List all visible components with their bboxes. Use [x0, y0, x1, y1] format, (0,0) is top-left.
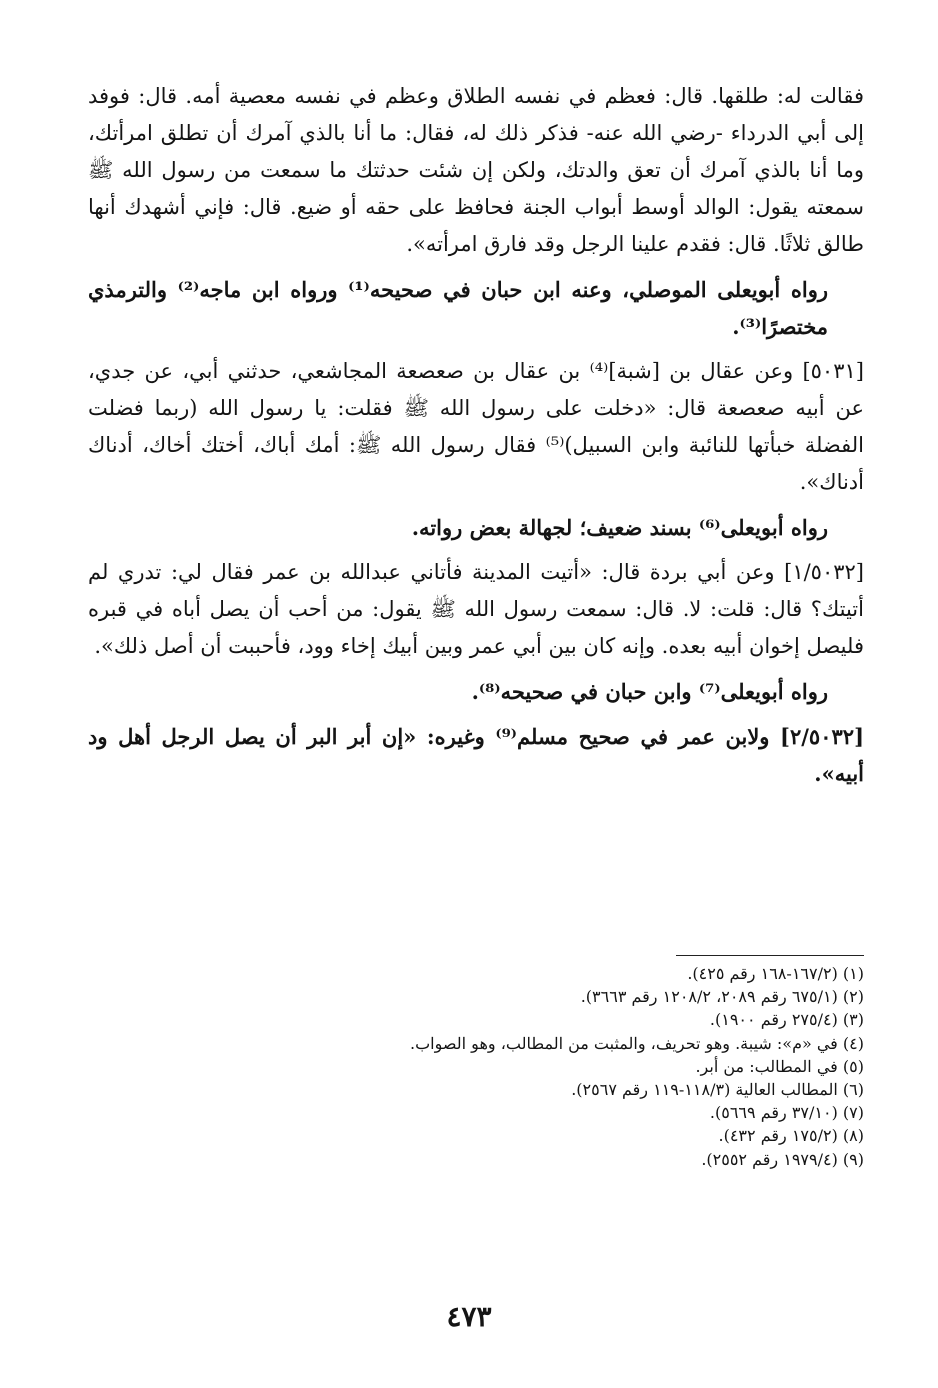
footnote-3: (٣) (٢٧٥/٤ رقم ١٩٠٠).: [709, 1010, 864, 1030]
footnote-divider: [676, 955, 864, 956]
footnote-6: (٦) المطالب العالية (١١٨/٣-١١٩ رقم ٢٥٦٧).: [571, 1080, 864, 1100]
page-number: ٤٧٣: [446, 1300, 492, 1333]
paragraph-hadith-5031: [٥٠٣١] وعن عقال بن [شبة]⁽⁴⁾ بن عقال بن صعصعة المجاشعي، حدثني أبي، عن جدي، عن أبيه صعصعة قال: «دخلت على رسول الله ﷺ فقلت: يا رسول الله (ربما فضلت الفضلة خبأتها للنائبة وابن السبيل)⁽⁵⁾ فقال رسول الله ﷺ: أمك أباك، أختك أخاك، أدناك أدناك».: [88, 359, 864, 494]
paragraph-narration: فقالت له: طلقها. قال: فعظم في نفسه الطلاق وعظم في نفسه معصية أمه. قال: فوفد إلى أبي الدرداء -رضي الله عنه- فذكر ذلك له، فقال: ما أنا بالذي آمرك أن تطلق امرأتك، وما أنا بالذي آمرك أن تعق والدتك، ولكن إن شئت حدثتك ما سمعت من رسول الله ﷺ سمعته يقول: الوالد أوسط أبواب الجنة فحافظ على حقه أو ضيع. قال: فإني أشهدك أنها طالق ثلاثًا. قال: فقدم علينا الرجل وقد فارق امرأته».: [88, 84, 864, 256]
paragraph-hadith-5032-1: [١/٥٠٣٢] وعن أبي بردة قال: «أتيت المدينة فأتاني عبدالله بن عمر فقال لي: تدري لم أتيتك؟ قال: قلت: لا. قال: سمعت رسول الله ﷺ يقول: من أحب أن يصل أباه في قبره فليصل إخوان أبيه بعده. وإنه كان بين أبي عمر وبين أبيك إخاء وود، فأحببت أن أصل ذلك».: [88, 560, 864, 658]
footnote-8: (٨) (١٧٥/٢ رقم ٤٣٢).: [718, 1126, 864, 1146]
footnotes: [264, 955, 864, 1171]
footnote-5: (٥) في المطالب: من أبر.: [695, 1056, 864, 1076]
paragraph-hadith-5032-2: [٢/٥٠٣٢] ولابن عمر في صحيح مسلم⁽⁹⁾ وغيره: «إن أبر البر أن يصل الرجل أهل ود أبيه».: [88, 724, 864, 786]
paragraph-source-3: رواه أبويعلى⁽⁷⁾ وابن حبان في صحيحه⁽⁸⁾.: [471, 679, 828, 704]
page-body: [88, 78, 864, 800]
paragraph-source-1: رواه أبويعلى الموصلي، وعنه ابن حبان في صحيحه⁽¹⁾ ورواه ابن ماجه⁽²⁾ والترمذي مختصرًا⁽³⁾.: [88, 277, 828, 339]
footnote-1: (١) (١٦٧/٢-١٦٨ رقم ٤٢٥).: [687, 964, 864, 983]
footnote-9: (٩) (١٩٧٩/٤ رقم ٢٥٥٢).: [701, 1149, 864, 1169]
paragraph-source-2: رواه أبويعلى⁽⁶⁾ بسند ضعيف؛ لجهالة بعض رواته.: [411, 515, 828, 540]
footnote-7: (٧) (٣٧/١٠ رقم ٥٦٦٩).: [709, 1103, 864, 1123]
footnote-4: (٤) في «م»: شيبة. وهو تحريف، والمثبت من المطالب، وهو الصواب.: [410, 1033, 864, 1053]
footnote-2: (٢) (٦٧٥/١ رقم ٢٠٨٩، ١٢٠٨/٢ رقم ٣٦٦٣).: [580, 987, 864, 1007]
